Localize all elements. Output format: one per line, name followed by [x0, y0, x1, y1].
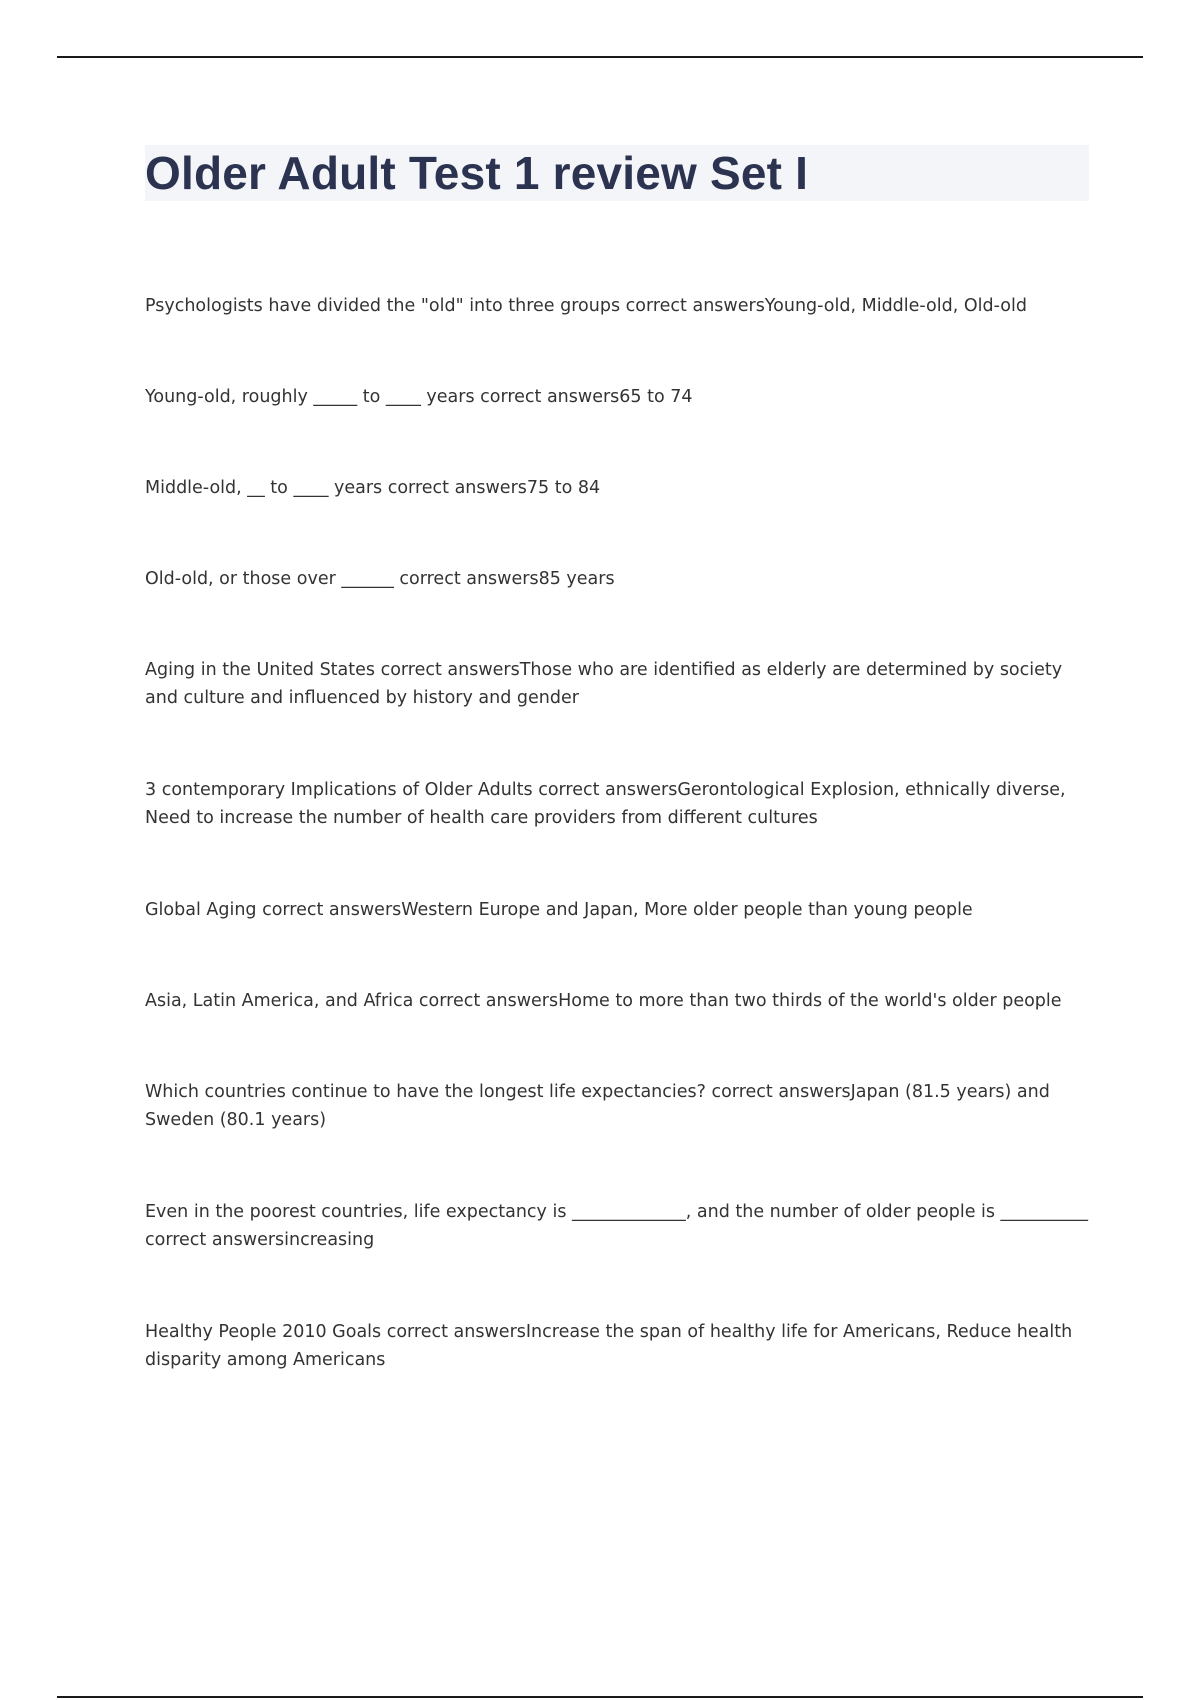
qa-item-7: Global Aging correct answersWestern Europe and Japan, More older people than young people — [145, 900, 973, 920]
top-rule — [57, 56, 1143, 58]
title-block — [145, 145, 1089, 201]
qa-item-3: Middle-old, __ to ____ years correct answers75 to 84 — [145, 478, 601, 498]
qa-item-4: Old-old, or those over ______ correct answers85 years — [145, 569, 615, 589]
qa-item-5: Aging in the United States correct answersThose who are identified as elderly are determined by society and culture and influenced by history and gender — [145, 660, 1063, 708]
qa-item-11: Healthy People 2010 Goals correct answersIncrease the span of healthy life for Americans, Reduce health disparity among Americans — [145, 1322, 1073, 1370]
qa-item-9: Which countries continue to have the longest life expectancies? correct answersJapan (81.5 years) and Sweden (80.1 years) — [145, 1082, 1050, 1130]
qa-item-8: Asia, Latin America, and Africa correct answersHome to more than two thirds of the world's older people — [145, 991, 1062, 1011]
qa-item-10: Even in the poorest countries, life expectancy is _____________, and the number of older people is __________ correct answersincreasing — [145, 1202, 1089, 1250]
bottom-rule — [57, 1696, 1143, 1698]
page-title: Older Adult Test 1 review Set I — [145, 147, 809, 199]
qa-item-1: Psychologists have divided the "old" into three groups correct answersYoung-old, Middle-old, Old-old — [145, 296, 1027, 316]
qa-item-6: 3 contemporary Implications of Older Adults correct answersGerontological Explosion, ethnically diverse, Need to increase the number of health care providers from different cultures — [145, 780, 1066, 828]
qa-item-2: Young-old, roughly _____ to ____ years correct answers65 to 74 — [145, 387, 693, 407]
